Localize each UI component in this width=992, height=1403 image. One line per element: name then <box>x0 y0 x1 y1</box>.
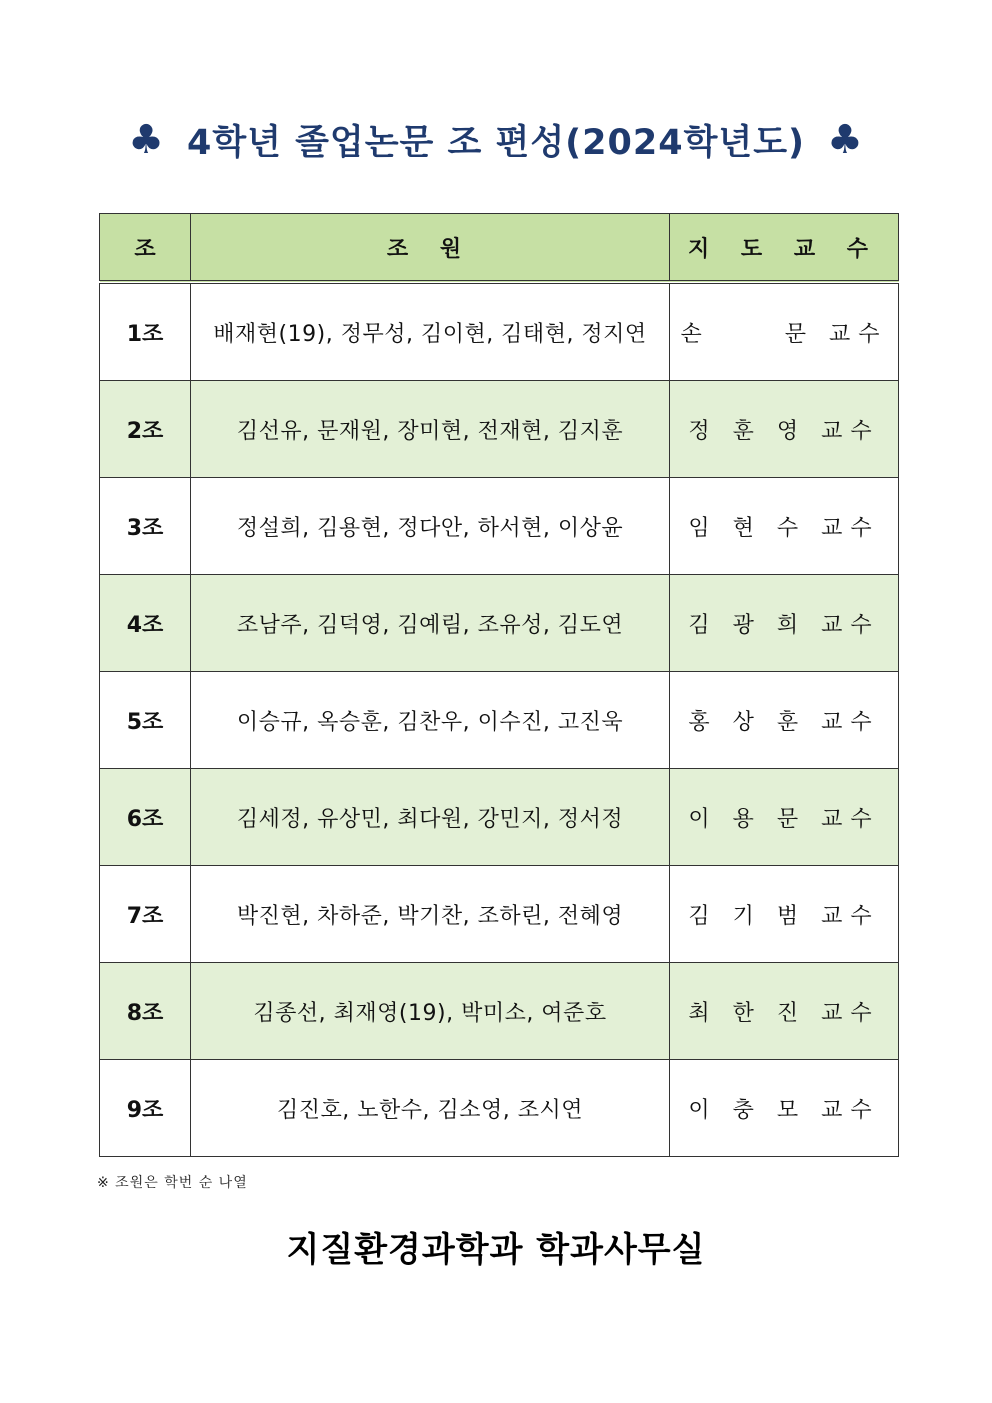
members-cell: 정설희, 김용현, 정다안, 하서현, 이상윤 <box>191 478 670 575</box>
professor-cell: 정 훈 영 교수 <box>670 381 899 478</box>
table-header-row <box>100 214 899 283</box>
header-professor: 지 도 교 수 <box>670 214 899 283</box>
table-row <box>100 769 899 866</box>
header-members: 조 원 <box>191 214 670 283</box>
table-row <box>100 282 899 381</box>
members-cell: 조남주, 김덕영, 김예림, 조유성, 김도연 <box>191 575 670 672</box>
header-group: 조 <box>100 214 191 283</box>
group-cell: 4조 <box>100 575 191 672</box>
members-cell: 박진현, 차하준, 박기찬, 조하린, 전혜영 <box>191 866 670 963</box>
professor-cell: 손 문 교수 <box>670 282 899 381</box>
table-row <box>100 478 899 575</box>
table-row <box>100 963 899 1060</box>
title-text: 4학년 졸업논문 조 편성(2024학년도) <box>186 123 806 163</box>
professor-cell: 김 기 범 교수 <box>670 866 899 963</box>
group-cell: 1조 <box>100 282 191 381</box>
table-row <box>100 672 899 769</box>
members-cell: 김종선, 최재영(19), 박미소, 여준호 <box>191 963 670 1060</box>
table-row <box>100 866 899 963</box>
club-suit-icon: ♣ <box>128 117 165 163</box>
table-row <box>100 575 899 672</box>
office-signature: 지질환경과학과 학과사무실 <box>286 1230 706 1270</box>
group-cell: 9조 <box>100 1060 191 1157</box>
professor-cell: 이 용 문 교수 <box>670 769 899 866</box>
members-cell: 이승규, 옥승훈, 김찬우, 이수진, 고진욱 <box>191 672 670 769</box>
page-title <box>0 108 992 172</box>
members-cell: 배재현(19), 정무성, 김이현, 김태현, 정지연 <box>191 282 670 381</box>
club-suit-icon: ♣ <box>827 117 864 163</box>
table-row <box>100 1060 899 1157</box>
professor-cell: 김 광 희 교수 <box>670 575 899 672</box>
ordering-note: ※ 조원은 학번 순 나열 <box>97 1175 248 1191</box>
group-cell: 5조 <box>100 672 191 769</box>
professor-cell: 최 한 진 교수 <box>670 963 899 1060</box>
members-cell: 김선유, 문재원, 장미현, 전재현, 김지훈 <box>191 381 670 478</box>
group-table <box>99 213 899 1157</box>
members-cell: 김진호, 노한수, 김소영, 조시연 <box>191 1060 670 1157</box>
professor-cell: 홍 상 훈 교수 <box>670 672 899 769</box>
group-cell: 7조 <box>100 866 191 963</box>
group-cell: 6조 <box>100 769 191 866</box>
professor-cell: 이 충 모 교수 <box>670 1060 899 1157</box>
group-cell: 8조 <box>100 963 191 1060</box>
group-cell: 2조 <box>100 381 191 478</box>
professor-cell: 임 현 수 교수 <box>670 478 899 575</box>
members-cell: 김세정, 유상민, 최다원, 강민지, 정서정 <box>191 769 670 866</box>
group-cell: 3조 <box>100 478 191 575</box>
table-row <box>100 381 899 478</box>
